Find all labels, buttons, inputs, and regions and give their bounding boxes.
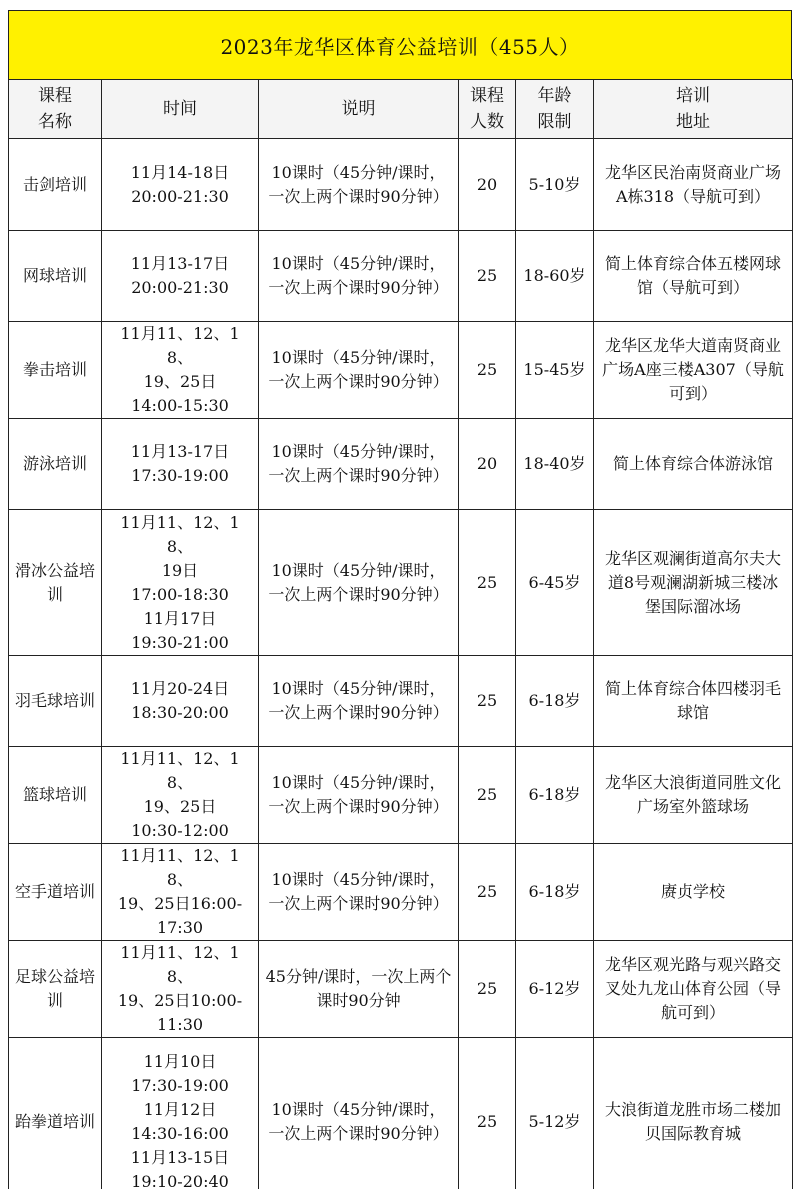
course-enrollment: 25 xyxy=(459,844,516,941)
course-time: 11月14-18日 20:00-21:30 xyxy=(102,139,259,231)
course-name: 击剑培训 xyxy=(9,139,102,231)
course-time: 11月11、12、18、 19日 17:00-18:30 11月17日 19:30-21:00 xyxy=(102,510,259,656)
course-time: 11月13-17日 20:00-21:30 xyxy=(102,231,259,322)
course-enrollment: 25 xyxy=(459,1038,516,1189)
course-address: 龙华区观澜街道高尔夫大道8号观澜湖新城三楼冰堡国际溜冰场 xyxy=(594,510,793,656)
course-age-limit: 6-18岁 xyxy=(516,747,594,844)
course-age-limit: 18-40岁 xyxy=(516,419,594,510)
course-time: 11月11、12、18、 19、25日16:00- 17:30 xyxy=(102,844,259,941)
table-row xyxy=(9,231,793,322)
table-row xyxy=(9,747,793,844)
course-description: 10课时（45分钟/课时，一次上两个课时90分钟） xyxy=(259,656,459,747)
course-description: 10课时（45分钟/课时，一次上两个课时90分钟） xyxy=(259,322,459,419)
course-name: 网球培训 xyxy=(9,231,102,322)
course-description: 10课时（45分钟/课时，一次上两个课时90分钟） xyxy=(259,844,459,941)
course-age-limit: 5-12岁 xyxy=(516,1038,594,1189)
course-description: 10课时（45分钟/课时，一次上两个课时90分钟） xyxy=(259,139,459,231)
course-time: 11月20-24日 18:30-20:00 xyxy=(102,656,259,747)
course-name: 跆拳道培训 xyxy=(9,1038,102,1189)
course-enrollment: 20 xyxy=(459,419,516,510)
course-address: 简上体育综合体五楼网球馆（导航可到） xyxy=(594,231,793,322)
course-enrollment: 25 xyxy=(459,510,516,656)
course-age-limit: 5-10岁 xyxy=(516,139,594,231)
course-name: 篮球培训 xyxy=(9,747,102,844)
course-time: 11月10日 17:30-19:00 11月12日 14:30-16:00 11月13-15日 19:10-20:40 xyxy=(102,1038,259,1189)
course-enrollment: 25 xyxy=(459,747,516,844)
table-row xyxy=(9,844,793,941)
table-row xyxy=(9,419,793,510)
course-description: 10课时（45分钟/课时，一次上两个课时90分钟） xyxy=(259,510,459,656)
table-row xyxy=(9,510,793,656)
course-name: 足球公益培训 xyxy=(9,941,102,1038)
course-enrollment: 20 xyxy=(459,139,516,231)
course-enrollment: 25 xyxy=(459,941,516,1038)
training-schedule-table xyxy=(8,79,793,1189)
course-name: 拳击培训 xyxy=(9,322,102,419)
course-name: 空手道培训 xyxy=(9,844,102,941)
course-enrollment: 25 xyxy=(459,231,516,322)
course-description: 10课时（45分钟/课时，一次上两个课时90分钟） xyxy=(259,231,459,322)
course-enrollment: 25 xyxy=(459,322,516,419)
course-address: 龙华区大浪街道同胜文化广场室外篮球场 xyxy=(594,747,793,844)
header-enrollment: 课程 人数 xyxy=(459,80,516,139)
document-title: 2023年龙华区体育公益培训（455人） xyxy=(8,10,792,80)
course-description: 10课时（45分钟/课时，一次上两个课时90分钟） xyxy=(259,419,459,510)
table-row xyxy=(9,941,793,1038)
course-address: 龙华区龙华大道南贤商业广场A座三楼A307（导航可到） xyxy=(594,322,793,419)
course-age-limit: 6-12岁 xyxy=(516,941,594,1038)
course-address: 简上体育综合体四楼羽毛球馆 xyxy=(594,656,793,747)
header-age-limit: 年龄 限制 xyxy=(516,80,594,139)
header-address: 培训 地址 xyxy=(594,80,793,139)
course-address: 简上体育综合体游泳馆 xyxy=(594,419,793,510)
course-name: 游泳培训 xyxy=(9,419,102,510)
course-description: 10课时（45分钟/课时，一次上两个课时90分钟） xyxy=(259,747,459,844)
course-age-limit: 6-18岁 xyxy=(516,656,594,747)
course-name: 羽毛球培训 xyxy=(9,656,102,747)
course-address: 龙华区民治南贤商业广场A栋318（导航可到） xyxy=(594,139,793,231)
course-age-limit: 15-45岁 xyxy=(516,322,594,419)
table-row xyxy=(9,322,793,419)
table-row xyxy=(9,139,793,231)
table-row xyxy=(9,656,793,747)
course-description: 10课时（45分钟/课时，一次上两个课时90分钟） xyxy=(259,1038,459,1189)
course-time: 11月11、12、18、 19、25日10:00- 11:30 xyxy=(102,941,259,1038)
table-row xyxy=(9,1038,793,1189)
course-time: 11月11、12、18、 19、25日 14:00-15:30 xyxy=(102,322,259,419)
course-address: 龙华区观光路与观兴路交叉处九龙山体育公园（导航可到） xyxy=(594,941,793,1038)
course-enrollment: 25 xyxy=(459,656,516,747)
course-address: 赓贞学校 xyxy=(594,844,793,941)
course-name: 滑冰公益培训 xyxy=(9,510,102,656)
course-age-limit: 6-18岁 xyxy=(516,844,594,941)
course-description: 45分钟/课时，一次上两个课时90分钟 xyxy=(259,941,459,1038)
header-time: 时间 xyxy=(102,80,259,139)
table-header-row xyxy=(9,80,793,139)
header-description: 说明 xyxy=(259,80,459,139)
course-address: 大浪街道龙胜市场二楼加贝国际教育城 xyxy=(594,1038,793,1189)
course-age-limit: 6-45岁 xyxy=(516,510,594,656)
course-time: 11月11、12、18、 19、25日 10:30-12:00 xyxy=(102,747,259,844)
header-course-name: 课程 名称 xyxy=(9,80,102,139)
course-age-limit: 18-60岁 xyxy=(516,231,594,322)
course-time: 11月13-17日 17:30-19:00 xyxy=(102,419,259,510)
